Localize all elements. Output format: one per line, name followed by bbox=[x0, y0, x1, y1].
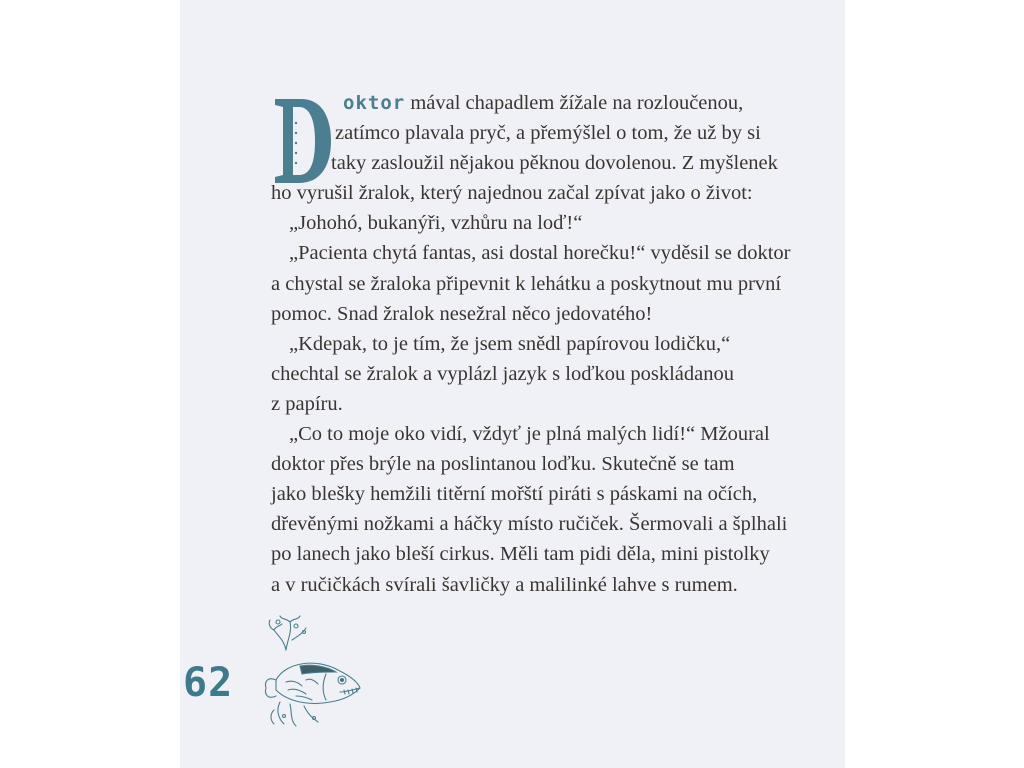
text-line: jako blešky hemžili titěrní mořští piráti s páskami na očích, bbox=[271, 483, 758, 506]
text-line: ho vyrušil žralok, který najednou začal zpívat jako o život: bbox=[271, 182, 753, 205]
text-line: chechtal se žralok a vyplázl jazyk s loďkou poskládanou bbox=[271, 362, 734, 385]
lead-word: oktor bbox=[343, 92, 406, 114]
text-line: taky zasloužil nějakou pěknou dovolenou. Z myšlenek bbox=[331, 152, 778, 175]
text-line: „Kdepak, to je tím, že jsem snědl papírovou lodičku,“ bbox=[289, 332, 731, 355]
text-line: a v ručičkách svírali šavličky a malilinké lahve s rumem. bbox=[271, 573, 738, 596]
text-line: z papíru. bbox=[271, 392, 343, 415]
story-text bbox=[271, 88, 831, 600]
page-number: 62 bbox=[183, 660, 234, 706]
text-line: oktor mával chapadlem žížale na rozloučenou, bbox=[343, 92, 744, 114]
text-line: „Pacienta chytá fantas, asi dostal horečku!“ vyděsil se doktor bbox=[289, 242, 791, 265]
dropcap-text: D bbox=[271, 95, 272, 96]
text-line: zatímco plavala pryč, a přemýšlel o tom, že už by si bbox=[335, 122, 761, 145]
text-line: doktor přes brýle na poslintanou loďku. Skutečně se tam bbox=[271, 453, 735, 476]
text-line: dřevěnými nožkami a háčky místo ručiček. Šermovali a šplhali bbox=[271, 513, 788, 536]
text-line: a chystal se žraloka připevnit k lehátku a poskytnout mu první bbox=[271, 272, 782, 295]
text-line: „Johohó, bukanýři, vzhůru na loď!“ bbox=[289, 212, 583, 235]
fish-illustration-icon bbox=[256, 610, 366, 730]
text-line: po lanech jako bleší cirkus. Měli tam pidi děla, mini pistolky bbox=[271, 543, 770, 566]
text-line: „Co to moje oko vidí, vždyť je plná malých lidí!“ Mžoural bbox=[289, 423, 770, 446]
text-line: pomoc. Snad žralok nesežral něco jedovatého! bbox=[271, 302, 653, 325]
